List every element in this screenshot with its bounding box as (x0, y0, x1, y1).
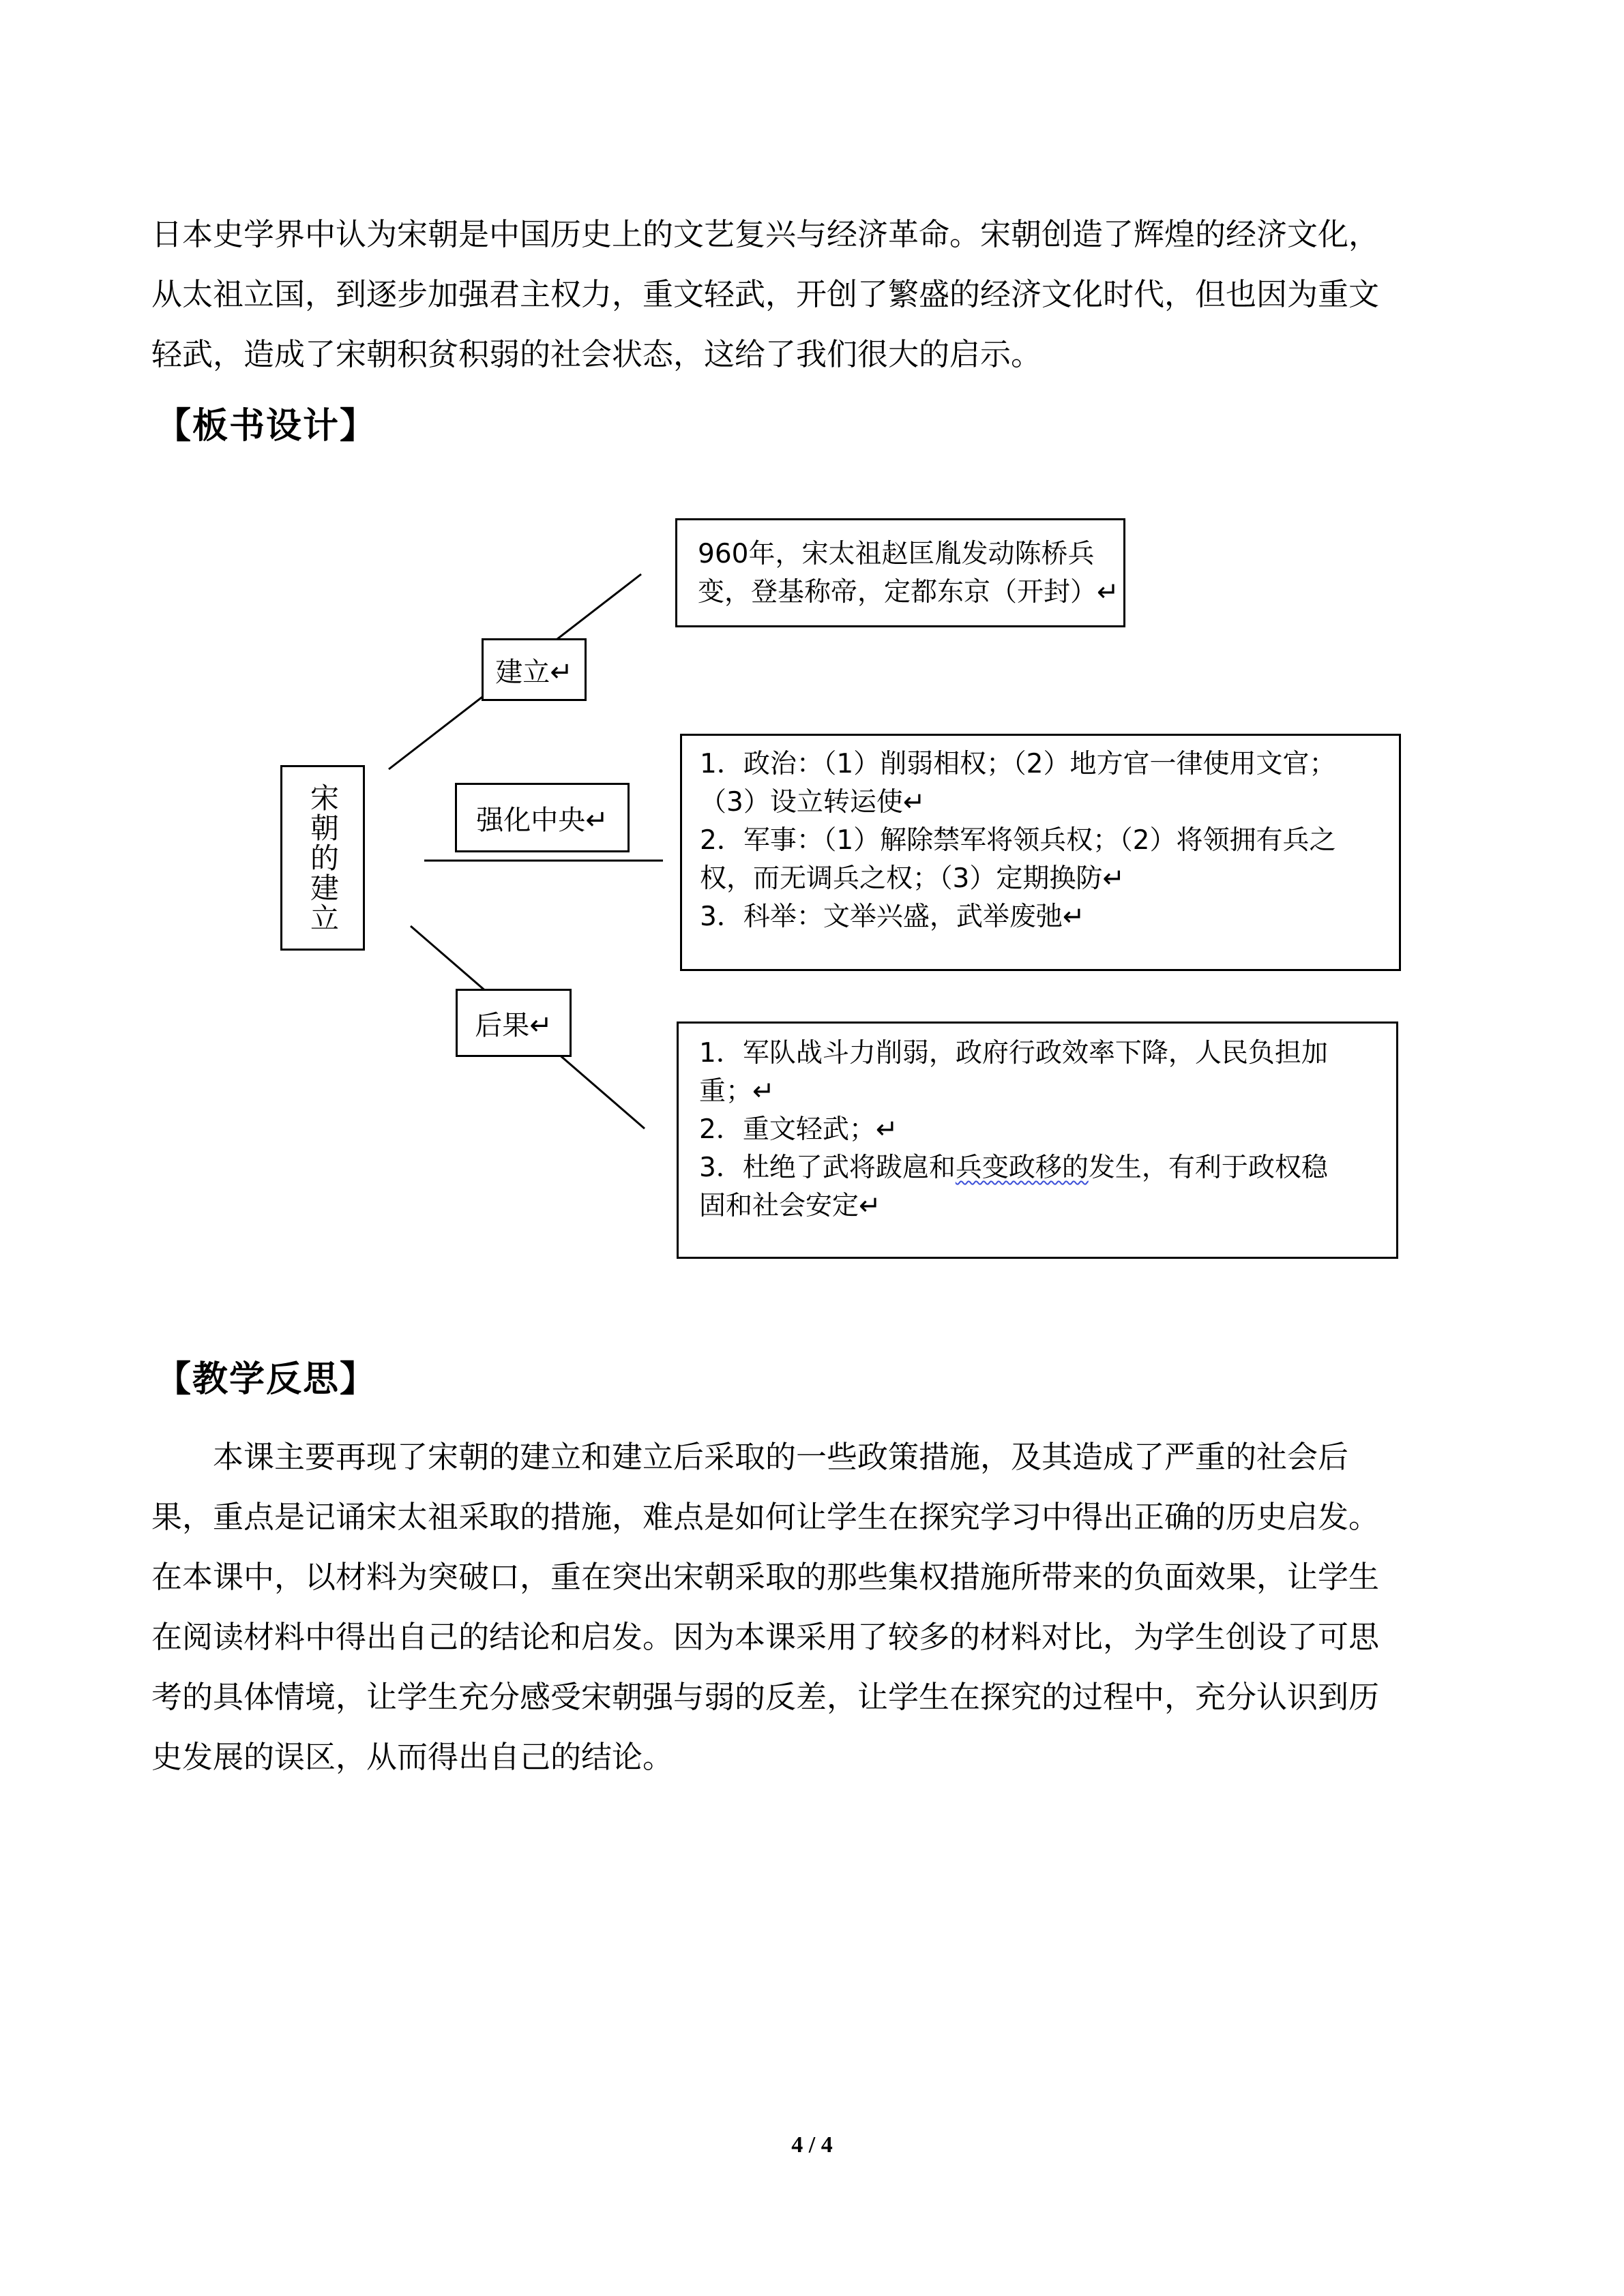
reflection-line-3: 在本课中，以材料为突破口，重在突出宋朝采取的那些集权措施所带来的负面效果，让学生 (151, 1559, 1380, 1595)
board-design-heading: 【板书设计】 (156, 406, 377, 447)
diagram-root-box: 宋朝的建立 (280, 765, 365, 951)
detail-line: 2．军事：（1）解除禁军将领兵权；（2）将领拥有兵之 (700, 825, 1336, 856)
reflection-line-2: 果，重点是记诵宋太祖采取的措施，难点是如何让学生在探究学习中得出正确的历史启发。 (151, 1499, 1380, 1535)
reflection-line-6: 史发展的误区，从而得出自己的结论。 (151, 1739, 674, 1775)
reflection-heading: 【教学反思】 (156, 1359, 377, 1400)
reflection-line-4: 在阅读材料中得出自己的结论和启发。因为本课采用了较多的材料对比，为学生创设了可思 (151, 1619, 1380, 1655)
branch-label-establish: 建立↵ (482, 638, 587, 701)
detail-line: 1．军队战斗力削弱，政府行政效率下降，人民负担加 (699, 1038, 1328, 1069)
reflection-line-5: 考的具体情境，让学生充分感受宋朝强与弱的反差，让学生在探究的过程中，充分认识到历 (151, 1679, 1380, 1715)
detail-line: 固和社会安定↵ (699, 1191, 881, 1221)
intro-line-1: 日本史学界中认为宋朝是中国历史上的文艺复兴与经济革命。宋朝创造了辉煌的经济文化， (151, 216, 1380, 252)
detail-line: 1．政治：（1）削弱相权；（2）地方官一律使用文官； (700, 749, 1336, 779)
intro-line-3: 轻武，造成了宋朝积贫积弱的社会状态，这给了我们很大的启示。 (151, 336, 1042, 372)
branch-label-centralize: 强化中央↵ (455, 783, 630, 852)
page-number: 4 / 4 (791, 2132, 833, 2158)
branch-detail-establish (675, 518, 1125, 627)
detail-line: 960年，宋太祖赵匡胤发动陈桥兵 (698, 539, 1095, 569)
detail-line: 重；↵ (699, 1076, 775, 1107)
text-segment: 3．杜绝了武将跋扈和 (699, 1152, 956, 1183)
detail-line: 2．重文轻武；↵ (699, 1114, 898, 1145)
detail-line: 3．科举：文举兴盛，武举废弛↵ (700, 901, 1085, 932)
branch-detail-consequence (677, 1022, 1398, 1259)
detail-line: 权，而无调兵之权；（3）定期换防↵ (700, 863, 1125, 894)
detail-line: 变，登基称帝，定都东京（开封）↵ (698, 577, 1119, 608)
branch-label-consequence: 后果↵ (456, 989, 572, 1057)
intro-line-2: 从太祖立国，到逐步加强君主权力，重文轻武，开创了繁盛的经济文化时代，但也因为重文 (151, 276, 1380, 312)
detail-line: （3）设立转运使↵ (700, 787, 926, 818)
branch-detail-centralize (680, 734, 1401, 971)
spellcheck-underlined-text: 兵变政移的 (955, 1152, 1089, 1183)
detail-line-mixed (699, 1149, 1396, 1187)
reflection-line-1: 本课主要再现了宋朝的建立和建立后采取的一些政策措施，及其造成了严重的社会后 (213, 1439, 1349, 1475)
text-segment: 发生，有利于政权稳 (1088, 1152, 1328, 1183)
